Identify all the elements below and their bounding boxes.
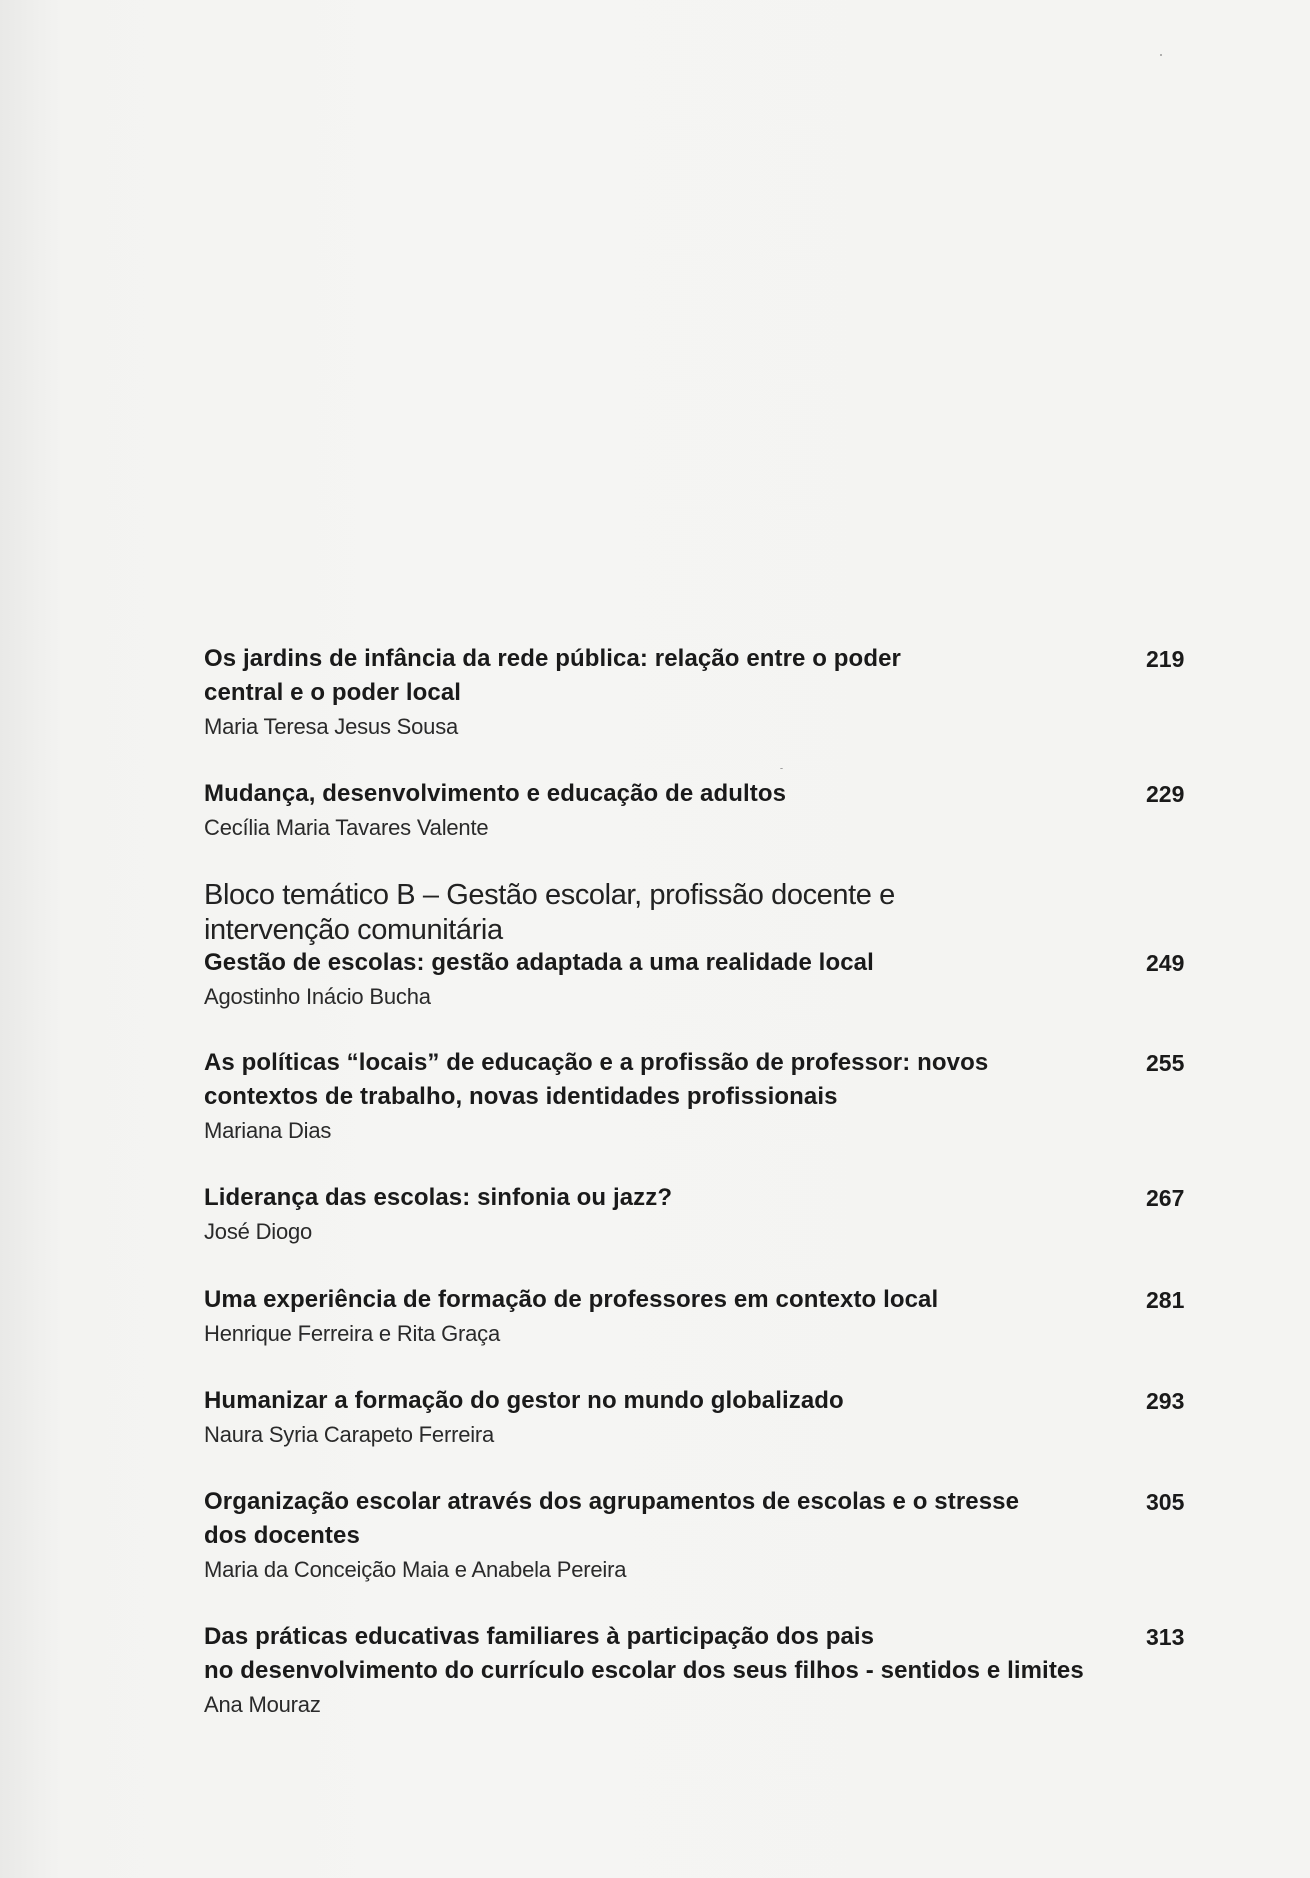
entry-page-number[interactable]: 249 xyxy=(1146,950,1185,976)
entry-author: Agostinho Inácio Bucha xyxy=(204,984,431,1009)
entry-author: Maria da Conceição Maia e Anabela Pereira xyxy=(204,1557,627,1582)
section-heading-line: Bloco temático B – Gestão escolar, profissão docente e xyxy=(204,879,895,911)
entry-page-number[interactable]: 267 xyxy=(1146,1185,1185,1211)
entry-title: Humanizar a formação do gestor no mundo globalizado xyxy=(204,1387,844,1414)
entry-title: Organização escolar através dos agrupamentos de escolas e o stresse xyxy=(204,1488,1020,1515)
entry-author: Naura Syria Carapeto Ferreira xyxy=(204,1422,495,1447)
entry-page-number[interactable]: 281 xyxy=(1146,1287,1185,1313)
toc-entry[interactable] xyxy=(204,777,1144,845)
entry-title: Mudança, desenvolvimento e educação de adultos xyxy=(204,780,787,807)
entry-title: Gestão de escolas: gestão adaptada a uma realidade local xyxy=(204,949,874,976)
entry-title: contextos de trabalho, novas identidades profissionais xyxy=(204,1083,838,1110)
toc-entry[interactable] xyxy=(204,946,1144,1014)
section-heading xyxy=(204,878,964,948)
entry-author: José Diogo xyxy=(204,1219,313,1244)
entry-page-number[interactable]: 293 xyxy=(1146,1388,1185,1414)
entry-author: Mariana Dias xyxy=(204,1118,332,1143)
entry-page-number[interactable]: 305 xyxy=(1146,1489,1185,1515)
entry-page-number[interactable]: 219 xyxy=(1146,646,1185,672)
toc-entry[interactable] xyxy=(204,1283,1144,1351)
entry-page-number[interactable]: 255 xyxy=(1146,1050,1185,1076)
entry-title: As políticas “locais” de educação e a profissão de professor: novos xyxy=(204,1049,989,1076)
toc-entry[interactable] xyxy=(204,1620,1144,1722)
toc-entry[interactable] xyxy=(204,1046,1144,1148)
entry-title: Uma experiência de formação de professores em contexto local xyxy=(204,1286,939,1313)
entry-title: Os jardins de infância da rede pública: relação entre o poder xyxy=(204,645,901,672)
entry-author: Cecília Maria Tavares Valente xyxy=(204,815,489,840)
entry-title: Das práticas educativas familiares à participação dos pais xyxy=(204,1623,875,1650)
entry-page-number[interactable]: 229 xyxy=(1146,781,1185,807)
toc-entry[interactable] xyxy=(204,1384,1144,1452)
entry-title: dos docentes xyxy=(204,1522,360,1549)
entry-title: central e o poder local xyxy=(204,679,462,706)
toc-entry[interactable] xyxy=(204,1485,1144,1587)
entry-author: Henrique Ferreira e Rita Graça xyxy=(204,1321,501,1346)
entry-title: Liderança das escolas: sinfonia ou jazz? xyxy=(204,1184,673,1211)
toc-entry[interactable] xyxy=(204,642,1144,744)
entry-author: Maria Teresa Jesus Sousa xyxy=(204,714,459,739)
toc-entry[interactable] xyxy=(204,1181,1144,1249)
entry-title: no desenvolvimento do currículo escolar dos seus filhos - sentidos e limites xyxy=(204,1657,1084,1684)
entry-author: Ana Mouraz xyxy=(204,1692,321,1717)
section-heading-line: intervenção comunitária xyxy=(204,914,503,946)
entry-page-number[interactable]: 313 xyxy=(1146,1624,1185,1650)
